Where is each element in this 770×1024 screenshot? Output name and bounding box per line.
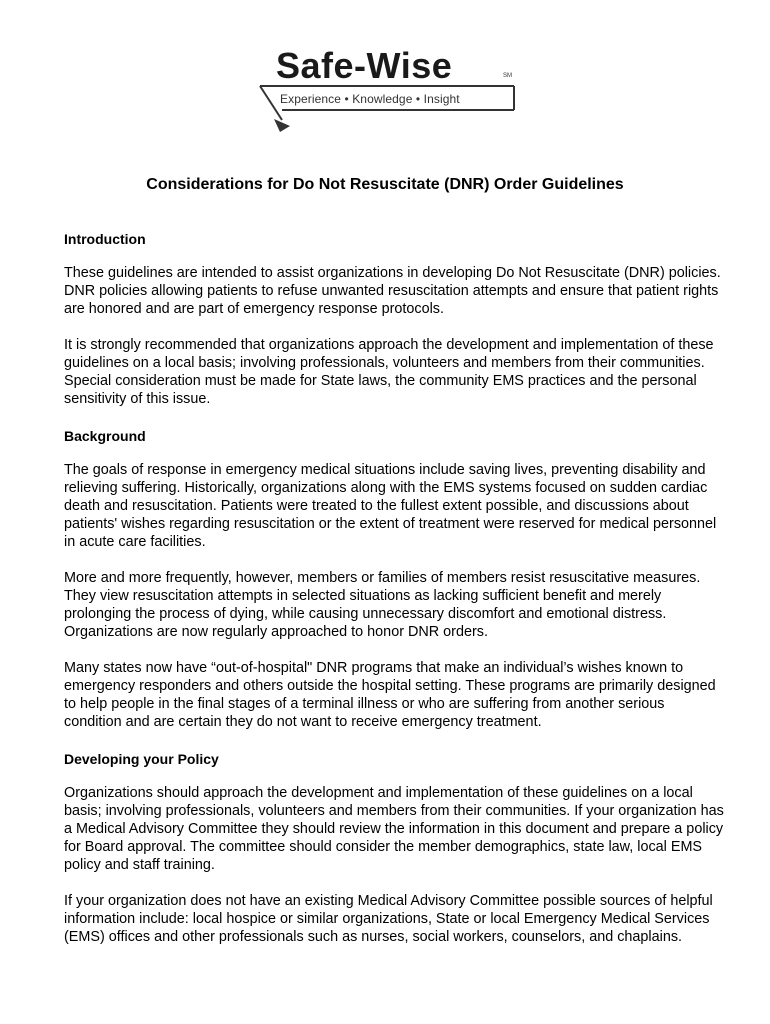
service-mark: SM	[503, 73, 512, 79]
logo-name: Safe-Wise	[276, 45, 453, 86]
paragraph: These guidelines are intended to assist organizations in developing Do Not Resuscitate (DNR) policies. DNR policies allowing patients to refuse unwanted resuscitation attempts and ensure that patient rights are honored and are part of emergency response protocols.	[64, 265, 721, 317]
section-heading-developing-policy: Developing your Policy	[64, 751, 219, 767]
paragraph: It is strongly recommended that organizations approach the development and implementation of these guidelines on a local basis; involving professionals, volunteers and members from their communities. Special consideration must be made for State laws, the community EMS practices and the personal sensitivity of this issue.	[64, 337, 714, 407]
logo-tagline: Experience • Knowledge • Insight	[280, 92, 460, 106]
paragraph: Organizations should approach the development and implementation of these guidelines on a local basis; involving professionals, volunteers and members from their communities. If your organization has a Medical Advisory Committee they should review the information in this document and prepare a policy for Board approval. The committee should consider the member demographics, state law, local EMS policy and staff training.	[64, 785, 724, 873]
paragraph: The goals of response in emergency medical situations include saving lives, preventing disability and relieving suffering. Historically, organizations along with the EMS systems focused on sudden cardiac death and resuscitation. Patients were treated to the fullest extent possible, and discussions about patients' wishes regarding resuscitation or the extent of treatment were reserved for medical personnel in acute care facilities.	[64, 462, 717, 550]
paragraph: More and more frequently, however, members or families of members resist resuscitative measures. They view resuscitation attempts in selected situations as lacking sufficient benefit and merely prolonging the process of dying, while causing unnecessary discomfort and emotional distress. Organizations are now regularly approached to honor DNR orders.	[64, 570, 701, 640]
section-heading-introduction: Introduction	[64, 231, 146, 247]
safe-wise-logo	[258, 40, 520, 136]
paragraph: If your organization does not have an existing Medical Advisory Committee possible sources of helpful information include: local hospice or similar organizations, State or local Emergency Medical Services (EMS) offices and other professionals such as nurses, social workers, counselors, and chaplains.	[64, 893, 713, 945]
paragraph: Many states now have “out-of-hospital" DNR programs that make an individual’s wishes known to emergency responders and others outside the hospital setting. These programs are primarily designed to help people in the final stages of a terminal illness or who are suffering from another serious condition and are certain they do not want to receive emergency treatment.	[64, 660, 716, 730]
document-body	[64, 229, 724, 964]
document-title: Considerations for Do Not Resuscitate (DNR) Order Guidelines	[146, 176, 624, 193]
section-heading-background: Background	[64, 428, 146, 444]
